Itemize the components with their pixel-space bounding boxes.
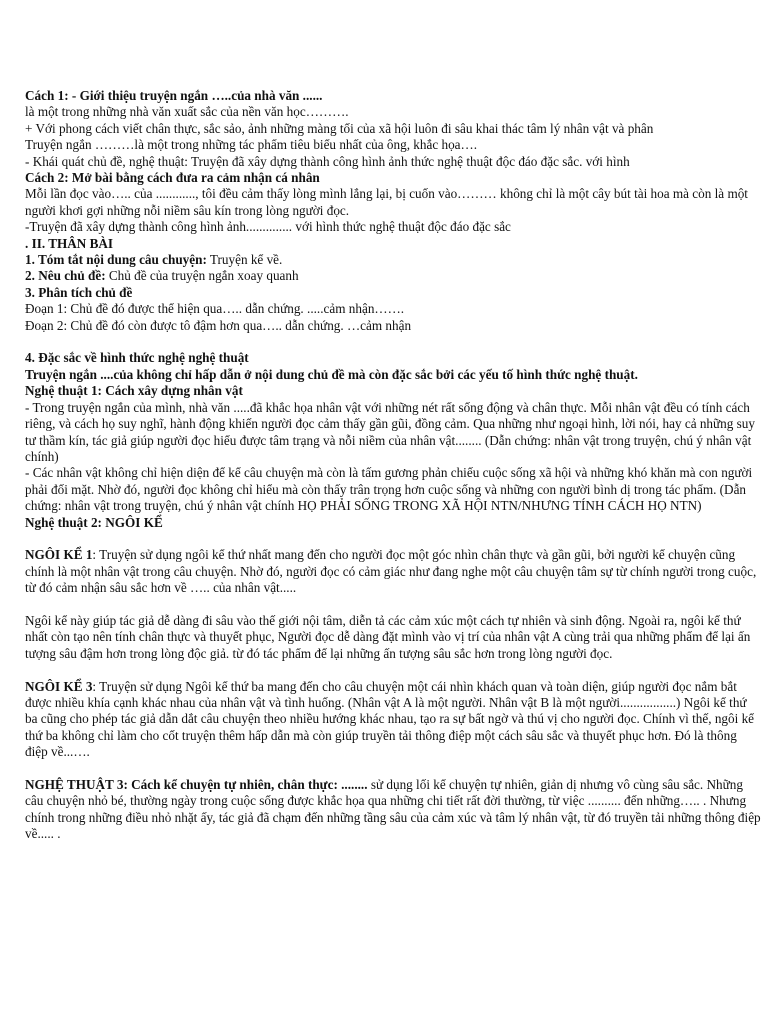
spacer	[25, 662, 761, 678]
intro-cach1-line5: - Khái quát chủ đề, nghệ thuật: Truyện đã xây dựng thành công hình ảnh thức nghệ thuật độc đáo đặc sắc. với hình	[25, 153, 630, 169]
intro-cach2-heading: Cách 2: Mở bài bằng cách đưa ra cảm nhận cá nhân	[25, 170, 320, 186]
nt3-text: sử dụng lối kể chuyện tự nhiên, giản dị nhưng vô cùng sâu sắc. Những câu chuyện nhỏ bé, thường ngày trong cuộc sống được khắc họa qua những chi tiết rất đời thường, từ việc .......... đến những….. . Nhưng chính trong những điều nhỏ nhặt ấy, tác giả đã chạm đến những tầng sâu của cảm xúc và tâm lý nhân vật, từ đó truyền tải những thông điệp về..... .	[25, 776, 761, 842]
body-heading: . II. THÂN BÀI	[25, 235, 114, 251]
spacer	[25, 334, 761, 350]
spacer	[25, 761, 761, 777]
item2	[25, 268, 761, 284]
document-page	[25, 88, 761, 843]
item1	[25, 252, 761, 268]
ngoi-ke-1-paragraph	[25, 547, 761, 596]
nt3-paragraph	[25, 777, 761, 843]
item2-text: Chủ đề của truyện ngắn xoay quanh	[105, 268, 299, 284]
item1-text: Truyện kể về.	[206, 252, 283, 268]
ngoi-ke-3-label: NGÔI KỂ 3	[25, 678, 93, 694]
nt1-paragraph-1: - Trong truyện ngắn của mình, nhà văn .....đã khắc họa nhân vật với những nét rất sống động và chân thực. Mỗi nhân vật đều có tính cách riêng, và cách họ suy nghĩ, hành động khiến người đọc cảm thấy gần gũi, đồng cảm. Qua những như ngoại hình, lời nói, hay cả những suy tư thầm kín, tác giả giúp người đọc hiểu được tâm trạng và nỗi niềm của nhân vật........ (Dẫn chứng: nhân vật trong truyện, chú ý nhân vật chính)	[25, 399, 755, 464]
item2-label: 2. Nêu chủ đề:	[25, 268, 106, 284]
intro-cach1-line2: là một trong những nhà văn xuất sắc của nền văn học……….	[25, 104, 349, 120]
ngoi-ke-1-text: : Truyện sử dụng ngôi kể thứ nhất mang đến cho người đọc một góc nhìn chân thực và gần gũi, bởi người kể chuyện cũng chính là một nhân vật trong câu chuyện. Nhờ đó, người đọc có cảm giác như đang nghe một câu chuyện tâm sự từ chính người trong cuộc, từ đó cảm nhận sâu sắc hơn về ….. của nhân vật.....	[25, 547, 757, 596]
item1-label: 1. Tóm tắt nội dung câu chuyện:	[25, 252, 207, 268]
intro-cach1-line3: + Với phong cách viết chân thực, sắc sảo, ảnh những màng tối của xã hội luôn đi sâu khai thác tâm lý nhân vật và phân	[25, 120, 654, 136]
item4-heading: 4. Đặc sắc về hình thức nghệ nghệ thuật	[25, 350, 249, 366]
spacer	[25, 531, 761, 547]
nt3-label: NGHỆ THUẬT 3: Cách kể chuyện tự nhiên, chân thực: ........	[25, 776, 368, 792]
item4-intro: Truyện ngắn ....của không chỉ hấp dẫn ở nội dung chủ đề mà còn đặc sắc bởi các yếu tố hình thức nghệ thuật.	[25, 366, 638, 382]
item3-heading: 3. Phân tích chủ đề	[25, 284, 133, 300]
ngoi-ke-3-text: : Truyện sử dụng Ngôi kể thứ ba mang đến cho câu chuyện một cái nhìn khách quan và toàn diện, giúp người đọc nắm bắt được nhiều khía cạnh khác nhau của nhân vật và tình huống. (Nhân vật A là một người. Nhân vật B là một người.................) Ngôi kể thứ ba cũng cho phép tác giả dẫn dắt câu chuyện theo nhiều hướng khác nhau, tạo ra sự bất ngờ và thú vị cho người đọc. Chính vì thế, ngôi kể thứ ba không chỉ làm cho cốt truyện thêm hấp dẫn mà còn giúp truyền tải thông điệp một cách sâu sắc và thuyết phục hơn. Đó là thông điệp về...….	[25, 678, 755, 760]
intro-cach1-heading: Cách 1: - Giới thiệu truyện ngắn …..của nhà văn ......	[25, 88, 323, 103]
intro-cach1-line4: Truyện ngắn ………là một trong những tác phẩm tiêu biểu nhất của ông, khắc họa….	[25, 137, 478, 153]
nt1-paragraph-2: - Các nhân vật không chỉ hiện diện để kể câu chuyện mà còn là tấm gương phản chiếu cuộc sống xã hội và những khó khăn mà con người phải đối mặt. Nhờ đó, người đọc không chỉ hiểu mà còn thấy trân trọng hơn cuộc sống và những con người bình dị trong tác phẩm. (Dẫn chứng: nhân vật trong truyện, chú ý nhân vật chính HỌ PHẢI SỐNG TRONG XÃ HỘI NTN/NHƯNG TÍNH CÁCH HỌ NTN)	[25, 465, 753, 514]
spacer	[25, 597, 761, 613]
intro-cach2-line2: Mỗi lần đọc vào….. của ............, tôi đều cảm thấy lòng mình lắng lại, bị cuốn vào……… không chỉ là một cây bút tài hoa mà còn là một người khơi gợi những nỗi niềm sâu kín trong lòng người đọc.	[25, 186, 748, 218]
nt1-heading: Nghệ thuật 1: Cách xây dựng nhân vật	[25, 383, 243, 399]
ngoi-ke-3-paragraph	[25, 679, 761, 761]
item3-paragraph-1: Đoạn 1: Chủ đề đó được thể hiện qua….. dẫn chứng. .....cảm nhận…….	[25, 301, 405, 317]
item3-paragraph-2: Đoạn 2: Chủ đề đó còn được tô đậm hơn qua….. dẫn chứng. …cảm nhận	[25, 317, 412, 333]
intro-cach2-line3: -Truyện đã xây dựng thành công hình ảnh.............. với hình thức nghệ thuật độc đáo đặc sắc	[25, 219, 511, 235]
ngoi-ke-1-paragraph-2: Ngôi kể này giúp tác giả dễ dàng đi sâu vào thế giới nội tâm, diễn tả các cảm xúc một cách tự nhiên và sinh động. Ngoài ra, ngôi kể thứ nhất còn tạo nên tính chân thực và thuyết phục, Người đọc dễ dàng đặt mình vào vị trí của nhân vật A cùng trải qua những phẩm để lại ấn tượng sâu đậm hơn trong lòng độc giả. từ đó tác phẩm để lại những ấn tượng sâu sắc hơn trong lòng người đọc.	[25, 612, 751, 661]
nt2-heading: Nghệ thuật 2: NGÔI KỂ	[25, 514, 163, 530]
ngoi-ke-1-label: NGÔI KỂ 1	[25, 547, 93, 563]
